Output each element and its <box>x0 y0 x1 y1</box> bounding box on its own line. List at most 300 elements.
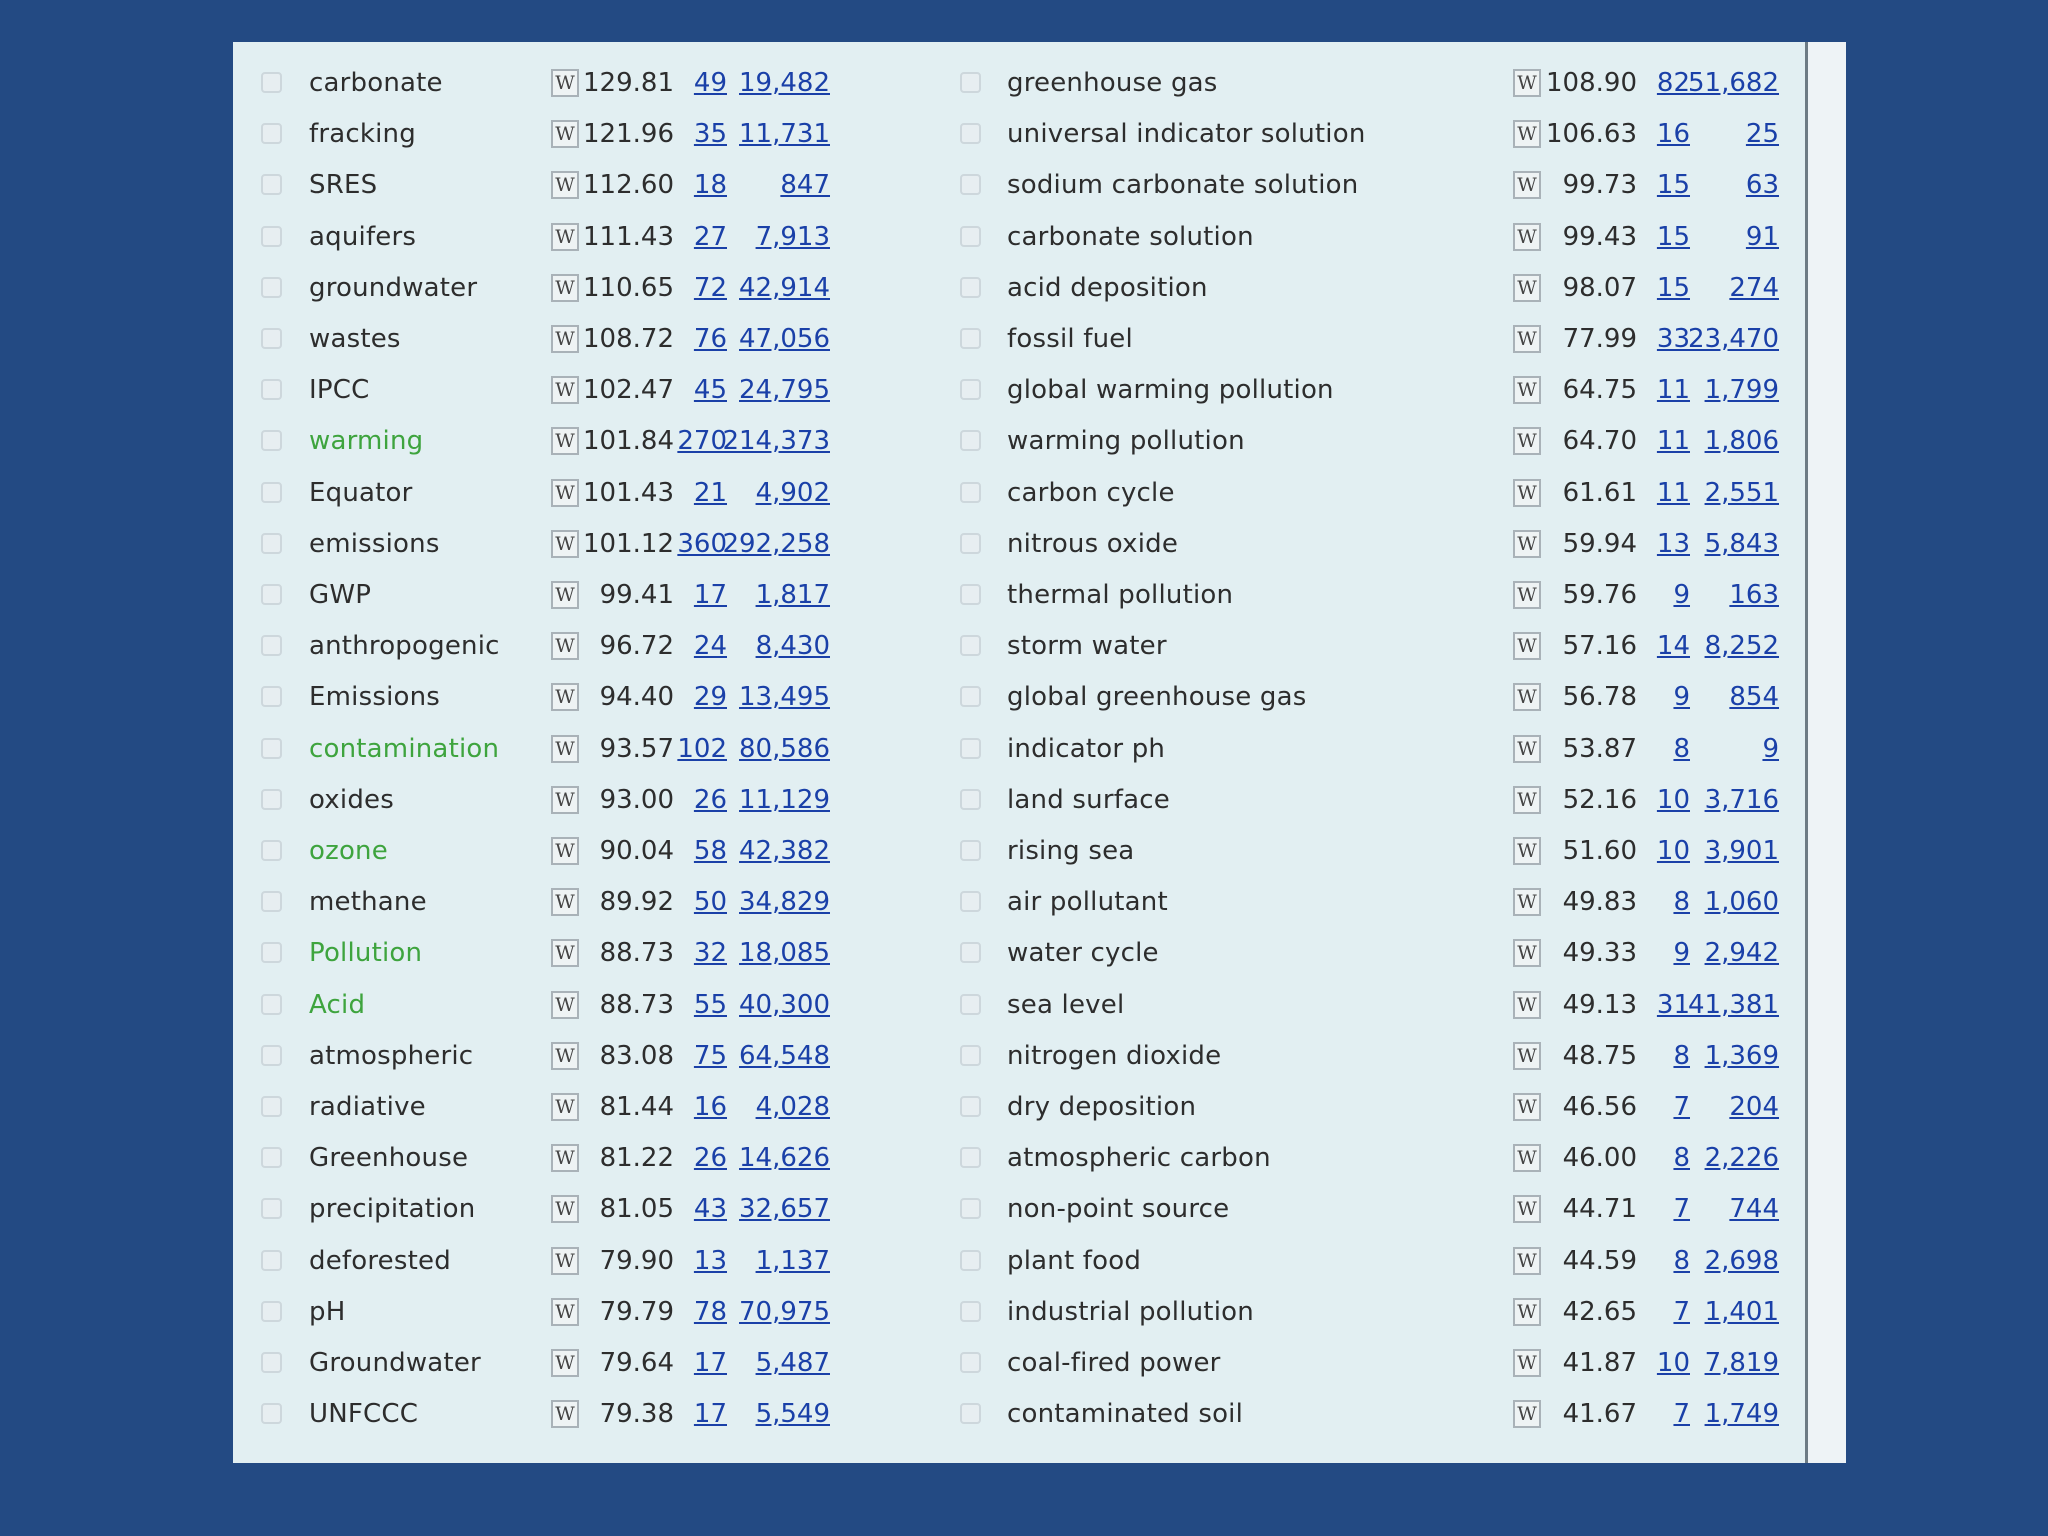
wikipedia-icon[interactable]: W <box>551 632 579 660</box>
term-label: methane <box>309 887 427 918</box>
wikipedia-icon[interactable]: W <box>1513 786 1541 814</box>
corpus-count-link[interactable]: 1,817 <box>755 580 830 610</box>
select-checkbox[interactable] <box>960 584 981 605</box>
keyword-list-panel <box>233 42 1846 1463</box>
corpus-count-link[interactable]: 8,252 <box>1704 631 1779 662</box>
select-checkbox[interactable] <box>960 1301 981 1322</box>
document-count-link[interactable]: 72 <box>693 272 727 303</box>
term-label: aquifers <box>309 221 417 252</box>
corpus-count-link[interactable]: 11,129 <box>739 784 830 815</box>
document-count-link[interactable]: 7 <box>1673 1092 1690 1122</box>
document-count-link[interactable]: 16 <box>693 1092 727 1122</box>
panel-scroll-gutter <box>1808 42 1846 1463</box>
corpus-count-link[interactable]: 47,056 <box>739 324 830 354</box>
select-checkbox[interactable] <box>960 840 981 861</box>
wikipedia-icon[interactable]: W <box>551 479 579 507</box>
corpus-count-link[interactable]: 2,551 <box>1704 477 1779 508</box>
corpus-count-link[interactable]: 91 <box>1745 221 1779 252</box>
wikipedia-icon[interactable]: W <box>551 786 579 814</box>
corpus-count-link[interactable]: 274 <box>1729 272 1779 303</box>
document-count-link[interactable]: 10 <box>1656 784 1690 815</box>
table-row <box>233 262 1803 313</box>
table-row <box>233 518 1803 569</box>
wikipedia-icon[interactable]: W <box>551 991 579 1019</box>
term-label: sodium carbonate solution <box>1007 170 1359 201</box>
wikipedia-icon[interactable]: W <box>551 325 579 353</box>
corpus-count-link[interactable]: 13,495 <box>739 682 830 713</box>
score-value: 57.16 <box>1562 631 1637 662</box>
document-count-link[interactable]: 24 <box>693 631 727 662</box>
corpus-count-link[interactable]: 7,819 <box>1704 1348 1779 1378</box>
wikipedia-icon[interactable]: W <box>551 888 579 916</box>
term-label: precipitation <box>309 1194 476 1225</box>
wikipedia-icon[interactable]: W <box>551 120 579 148</box>
select-checkbox[interactable] <box>960 277 981 298</box>
score-value: 112.60 <box>583 170 674 201</box>
score-value: 79.64 <box>599 1348 674 1378</box>
corpus-count-link[interactable]: 744 <box>1729 1194 1779 1225</box>
term-label: deforested <box>309 1245 451 1276</box>
document-count-link[interactable]: 10 <box>1656 836 1690 866</box>
document-count-link[interactable]: 45 <box>693 375 727 406</box>
term-label: carbonate solution <box>1007 221 1254 252</box>
corpus-count-link[interactable]: 7,913 <box>755 221 830 252</box>
score-value: 102.47 <box>583 375 674 406</box>
wikipedia-icon[interactable]: W <box>1513 1349 1541 1377</box>
score-value: 42.65 <box>1562 1296 1637 1327</box>
term-label: coal-fired power <box>1007 1348 1221 1378</box>
select-checkbox[interactable] <box>960 174 981 195</box>
score-value: 49.33 <box>1562 938 1637 969</box>
corpus-count-link[interactable]: 2,698 <box>1704 1245 1779 1276</box>
score-value: 51.60 <box>1562 836 1637 866</box>
wikipedia-icon[interactable]: W <box>551 735 579 763</box>
table-row <box>233 211 1803 262</box>
document-count-link[interactable]: 33 <box>1656 324 1690 354</box>
document-count-link[interactable]: 17 <box>693 1348 727 1378</box>
wikipedia-icon[interactable]: W <box>1513 888 1541 916</box>
score-value: 83.08 <box>599 1040 674 1071</box>
corpus-count-link[interactable]: 204 <box>1729 1092 1779 1122</box>
term-label: thermal pollution <box>1007 580 1234 610</box>
select-checkbox[interactable] <box>960 789 981 810</box>
document-count-link[interactable]: 26 <box>693 1143 727 1174</box>
corpus-count-link[interactable]: 3,716 <box>1704 784 1779 815</box>
wikipedia-icon[interactable]: W <box>1513 530 1541 558</box>
wikipedia-icon[interactable]: W <box>551 1349 579 1377</box>
document-count-link[interactable]: 7 <box>1673 1399 1690 1430</box>
term-label: industrial pollution <box>1007 1296 1254 1327</box>
score-value: 98.07 <box>1562 272 1637 303</box>
wikipedia-icon[interactable]: W <box>1513 479 1541 507</box>
select-checkbox[interactable] <box>960 72 981 93</box>
wikipedia-icon[interactable]: W <box>1513 171 1541 199</box>
document-count-link[interactable]: 32 <box>693 938 727 969</box>
wikipedia-icon[interactable]: W <box>1513 69 1541 97</box>
term-label: nitrous oxide <box>1007 528 1179 559</box>
select-checkbox[interactable] <box>960 1198 981 1219</box>
table-row <box>233 1388 1803 1439</box>
select-checkbox[interactable] <box>960 738 981 759</box>
term-label: GWP <box>309 580 372 610</box>
wikipedia-icon[interactable]: W <box>551 939 579 967</box>
wikipedia-icon[interactable]: W <box>551 1400 579 1428</box>
term-label: wastes <box>309 324 401 354</box>
wikipedia-icon[interactable]: W <box>1513 1195 1541 1223</box>
wikipedia-icon[interactable]: W <box>551 1144 579 1172</box>
document-count-link[interactable]: 11 <box>1656 477 1690 508</box>
term-label: Pollution <box>309 938 423 969</box>
score-value: 121.96 <box>583 119 674 150</box>
document-count-link[interactable]: 55 <box>693 989 727 1020</box>
wikipedia-icon[interactable]: W <box>1513 837 1541 865</box>
wikipedia-icon[interactable]: W <box>551 683 579 711</box>
term-label: groundwater <box>309 272 478 303</box>
document-count-link[interactable]: 10 <box>1656 1348 1690 1378</box>
table-row <box>233 979 1803 1030</box>
corpus-count-link[interactable]: 1,799 <box>1704 375 1779 406</box>
score-value: 101.43 <box>583 477 674 508</box>
document-count-link[interactable]: 29 <box>693 682 727 713</box>
corpus-count-link[interactable]: 1,060 <box>1704 887 1779 918</box>
select-checkbox[interactable] <box>960 328 981 349</box>
term-label: Emissions <box>309 682 441 713</box>
select-checkbox[interactable] <box>960 379 981 400</box>
select-checkbox[interactable] <box>960 1250 981 1271</box>
corpus-count-link[interactable]: 2,942 <box>1704 938 1779 969</box>
wikipedia-icon[interactable]: W <box>1513 1093 1541 1121</box>
document-count-link[interactable]: 270 <box>677 426 727 457</box>
wikipedia-icon[interactable]: W <box>551 837 579 865</box>
table-row <box>233 927 1803 978</box>
select-checkbox[interactable] <box>960 226 981 247</box>
select-checkbox[interactable] <box>960 1096 981 1117</box>
document-count-link[interactable]: 11 <box>1656 426 1690 457</box>
term-label: global warming pollution <box>1007 375 1334 406</box>
document-count-link[interactable]: 15 <box>1656 221 1690 252</box>
table-row <box>233 723 1803 774</box>
document-count-link[interactable]: 18 <box>693 170 727 201</box>
score-value: 44.71 <box>1562 1194 1637 1225</box>
table-row <box>233 1183 1803 1234</box>
document-count-link[interactable]: 26 <box>693 784 727 815</box>
corpus-count-link[interactable]: 9 <box>1762 733 1779 764</box>
corpus-count-link[interactable]: 64,548 <box>739 1040 830 1071</box>
score-value: 61.61 <box>1562 477 1637 508</box>
term-label: acid deposition <box>1007 272 1208 303</box>
select-checkbox[interactable] <box>960 942 981 963</box>
document-count-link[interactable]: 75 <box>693 1040 727 1071</box>
score-value: 79.38 <box>599 1399 674 1430</box>
wikipedia-icon[interactable]: W <box>551 1093 579 1121</box>
document-count-link[interactable]: 76 <box>693 324 727 354</box>
document-count-link[interactable]: 7 <box>1673 1194 1690 1225</box>
document-count-link[interactable]: 8 <box>1673 1143 1690 1174</box>
document-count-link[interactable]: 43 <box>693 1194 727 1225</box>
select-checkbox[interactable] <box>960 482 981 503</box>
document-count-link[interactable]: 11 <box>1656 375 1690 406</box>
term-label: fossil fuel <box>1007 324 1133 354</box>
table-row <box>233 671 1803 722</box>
score-value: 49.83 <box>1562 887 1637 918</box>
score-value: 101.84 <box>583 426 674 457</box>
score-value: 108.90 <box>1546 68 1637 98</box>
corpus-count-link[interactable]: 51,682 <box>1688 68 1779 98</box>
score-value: 88.73 <box>599 938 674 969</box>
corpus-count-link[interactable]: 1,369 <box>1704 1040 1779 1071</box>
term-label: greenhouse gas <box>1007 68 1218 98</box>
corpus-count-link[interactable]: 1,749 <box>1704 1399 1779 1430</box>
score-value: 99.73 <box>1562 170 1637 201</box>
wikipedia-icon[interactable]: W <box>551 1298 579 1326</box>
document-count-link[interactable]: 7 <box>1673 1296 1690 1327</box>
select-checkbox[interactable] <box>960 1045 981 1066</box>
corpus-count-link[interactable]: 1,401 <box>1704 1296 1779 1327</box>
document-count-link[interactable]: 58 <box>693 836 727 866</box>
document-count-link[interactable]: 8 <box>1673 1245 1690 1276</box>
corpus-count-link[interactable]: 4,028 <box>755 1092 830 1122</box>
term-label: water cycle <box>1007 938 1159 969</box>
score-value: 94.40 <box>599 682 674 713</box>
corpus-count-link[interactable]: 42,914 <box>739 272 830 303</box>
table-row <box>233 1030 1803 1081</box>
table-row <box>233 774 1803 825</box>
corpus-count-link[interactable]: 292,258 <box>722 528 830 559</box>
term-label: dry deposition <box>1007 1092 1197 1122</box>
wikipedia-icon[interactable]: W <box>1513 735 1541 763</box>
wikipedia-icon[interactable]: W <box>551 171 579 199</box>
select-checkbox[interactable] <box>960 533 981 554</box>
wikipedia-icon[interactable]: W <box>551 1195 579 1223</box>
wikipedia-icon[interactable]: W <box>1513 581 1541 609</box>
corpus-count-link[interactable]: 5,549 <box>755 1399 830 1430</box>
document-count-link[interactable]: 15 <box>1656 272 1690 303</box>
document-count-link[interactable]: 9 <box>1673 682 1690 713</box>
wikipedia-icon[interactable]: W <box>1513 376 1541 404</box>
term-label: ozone <box>309 836 388 866</box>
score-value: 79.79 <box>599 1296 674 1327</box>
document-count-link[interactable]: 8 <box>1673 1040 1690 1071</box>
score-value: 110.65 <box>583 272 674 303</box>
wikipedia-icon[interactable]: W <box>1513 325 1541 353</box>
document-count-link[interactable]: 9 <box>1673 580 1690 610</box>
document-count-link[interactable]: 14 <box>1656 631 1690 662</box>
corpus-count-link[interactable]: 19,482 <box>739 68 830 98</box>
score-value: 49.13 <box>1562 989 1637 1020</box>
score-value: 81.44 <box>599 1092 674 1122</box>
score-value: 77.99 <box>1562 324 1637 354</box>
table-row <box>233 313 1803 364</box>
corpus-count-link[interactable]: 1,806 <box>1704 426 1779 457</box>
wikipedia-icon[interactable]: W <box>1513 120 1541 148</box>
select-checkbox[interactable] <box>960 635 981 656</box>
corpus-count-link[interactable]: 1,137 <box>755 1245 830 1276</box>
term-label: universal indicator solution <box>1007 119 1366 150</box>
wikipedia-icon[interactable]: W <box>551 274 579 302</box>
document-count-link[interactable]: 78 <box>693 1296 727 1327</box>
table-row <box>233 1132 1803 1183</box>
score-value: 93.00 <box>599 784 674 815</box>
term-label: anthropogenic <box>309 631 500 662</box>
term-label: UNFCCC <box>309 1399 419 1430</box>
corpus-count-link[interactable]: 18,085 <box>739 938 830 969</box>
score-value: 111.43 <box>583 221 674 252</box>
table-row <box>233 108 1803 159</box>
document-count-link[interactable]: 49 <box>693 68 727 98</box>
wikipedia-icon[interactable]: W <box>1513 223 1541 251</box>
term-label: atmospheric <box>309 1040 474 1071</box>
document-count-link[interactable]: 82 <box>1656 68 1690 98</box>
corpus-count-link[interactable]: 14,626 <box>739 1143 830 1174</box>
corpus-count-link[interactable]: 8,430 <box>755 631 830 662</box>
select-checkbox[interactable] <box>960 891 981 912</box>
term-label: carbon cycle <box>1007 477 1175 508</box>
score-value: 101.12 <box>583 528 674 559</box>
wikipedia-icon[interactable]: W <box>1513 1400 1541 1428</box>
document-count-link[interactable]: 17 <box>693 580 727 610</box>
table-row <box>233 1337 1803 1388</box>
corpus-count-link[interactable]: 4,902 <box>755 477 830 508</box>
corpus-count-link[interactable]: 34,829 <box>739 887 830 918</box>
term-label: contaminated soil <box>1007 1399 1244 1430</box>
select-checkbox[interactable] <box>960 123 981 144</box>
score-value: 99.41 <box>599 580 674 610</box>
corpus-count-link[interactable]: 32,657 <box>739 1194 830 1225</box>
table-row <box>233 876 1803 927</box>
term-label: contamination <box>309 733 500 764</box>
corpus-count-link[interactable]: 5,487 <box>755 1348 830 1378</box>
wikipedia-icon[interactable]: W <box>551 376 579 404</box>
corpus-count-link[interactable]: 3,901 <box>1704 836 1779 866</box>
wikipedia-icon[interactable]: W <box>1513 1042 1541 1070</box>
corpus-count-link[interactable]: 23,470 <box>1688 324 1779 354</box>
document-count-link[interactable]: 27 <box>693 221 727 252</box>
term-label: Acid <box>309 989 366 1020</box>
corpus-count-link[interactable]: 2,226 <box>1704 1143 1779 1174</box>
wikipedia-icon[interactable]: W <box>1513 632 1541 660</box>
table-row <box>233 825 1803 876</box>
score-value: 41.67 <box>1562 1399 1637 1430</box>
wikipedia-icon[interactable]: W <box>551 1042 579 1070</box>
wikipedia-icon[interactable]: W <box>1513 991 1541 1019</box>
corpus-count-link[interactable]: 80,586 <box>739 733 830 764</box>
wikipedia-icon[interactable]: W <box>1513 1247 1541 1275</box>
wikipedia-icon[interactable]: W <box>551 427 579 455</box>
corpus-count-link[interactable]: 847 <box>780 170 830 201</box>
select-checkbox[interactable] <box>960 686 981 707</box>
term-label: land surface <box>1007 784 1170 815</box>
document-count-link[interactable]: 31 <box>1656 989 1690 1020</box>
wikipedia-icon[interactable]: W <box>1513 427 1541 455</box>
document-count-link[interactable]: 8 <box>1673 733 1690 764</box>
select-checkbox[interactable] <box>960 1403 981 1424</box>
document-count-link[interactable]: 15 <box>1656 170 1690 201</box>
term-label: Greenhouse <box>309 1143 469 1174</box>
term-label: air pollutant <box>1007 887 1168 918</box>
score-value: 88.73 <box>599 989 674 1020</box>
corpus-count-link[interactable]: 5,843 <box>1704 528 1779 559</box>
term-label: fracking <box>309 119 416 150</box>
wikipedia-icon[interactable]: W <box>551 223 579 251</box>
document-count-link[interactable]: 50 <box>693 887 727 918</box>
document-count-link[interactable]: 13 <box>1656 528 1690 559</box>
wikipedia-icon[interactable]: W <box>1513 939 1541 967</box>
corpus-count-link[interactable]: 41,381 <box>1688 989 1779 1020</box>
corpus-count-link[interactable]: 854 <box>1729 682 1779 713</box>
score-value: 46.56 <box>1562 1092 1637 1122</box>
select-checkbox[interactable] <box>960 1352 981 1373</box>
term-label: emissions <box>309 528 440 559</box>
score-value: 59.76 <box>1562 580 1637 610</box>
table-row <box>233 467 1803 518</box>
corpus-count-link[interactable]: 40,300 <box>739 989 830 1020</box>
term-label: warming <box>309 426 424 457</box>
score-value: 108.72 <box>583 324 674 354</box>
corpus-count-link[interactable]: 24,795 <box>739 375 830 406</box>
score-value: 53.87 <box>1562 733 1637 764</box>
corpus-count-link[interactable]: 163 <box>1729 580 1779 610</box>
document-count-link[interactable]: 9 <box>1673 938 1690 969</box>
select-checkbox[interactable] <box>960 1147 981 1168</box>
document-count-link[interactable]: 35 <box>693 119 727 150</box>
term-label: global greenhouse gas <box>1007 682 1307 713</box>
term-label: sea level <box>1007 989 1125 1020</box>
corpus-count-link[interactable]: 70,975 <box>739 1296 830 1327</box>
corpus-count-link[interactable]: 42,382 <box>739 836 830 866</box>
document-count-link[interactable]: 17 <box>693 1399 727 1430</box>
score-value: 79.90 <box>599 1245 674 1276</box>
score-value: 96.72 <box>599 631 674 662</box>
wikipedia-icon[interactable]: W <box>1513 1298 1541 1326</box>
score-value: 81.22 <box>599 1143 674 1174</box>
corpus-count-link[interactable]: 63 <box>1745 170 1779 201</box>
wikipedia-icon[interactable]: W <box>551 581 579 609</box>
document-count-link[interactable]: 16 <box>1656 119 1690 150</box>
term-label: SRES <box>309 170 378 201</box>
wikipedia-icon[interactable]: W <box>551 69 579 97</box>
document-count-link[interactable]: 8 <box>1673 887 1690 918</box>
table-row <box>233 569 1803 620</box>
score-value: 93.57 <box>599 733 674 764</box>
table-row <box>233 1286 1803 1337</box>
score-value: 99.43 <box>1562 221 1637 252</box>
table-row <box>233 1081 1803 1132</box>
wikipedia-icon[interactable]: W <box>551 530 579 558</box>
score-value: 52.16 <box>1562 784 1637 815</box>
wikipedia-icon[interactable]: W <box>1513 683 1541 711</box>
score-value: 90.04 <box>599 836 674 866</box>
corpus-count-link[interactable]: 11,731 <box>739 119 830 150</box>
document-count-link[interactable]: 102 <box>677 733 727 764</box>
term-label: atmospheric carbon <box>1007 1143 1271 1174</box>
score-value: 48.75 <box>1562 1040 1637 1071</box>
wikipedia-icon[interactable]: W <box>551 1247 579 1275</box>
term-label: plant food <box>1007 1245 1142 1276</box>
document-count-link[interactable]: 360 <box>677 528 727 559</box>
wikipedia-icon[interactable]: W <box>1513 1144 1541 1172</box>
score-value: 64.75 <box>1562 375 1637 406</box>
document-count-link[interactable]: 13 <box>693 1245 727 1276</box>
select-checkbox[interactable] <box>960 994 981 1015</box>
term-label: storm water <box>1007 631 1167 662</box>
corpus-count-link[interactable]: 214,373 <box>722 426 830 457</box>
select-checkbox[interactable] <box>960 430 981 451</box>
term-label: indicator ph <box>1007 733 1166 764</box>
document-count-link[interactable]: 21 <box>693 477 727 508</box>
corpus-count-link[interactable]: 25 <box>1745 119 1779 150</box>
wikipedia-icon[interactable]: W <box>1513 274 1541 302</box>
term-label: non-point source <box>1007 1194 1230 1225</box>
